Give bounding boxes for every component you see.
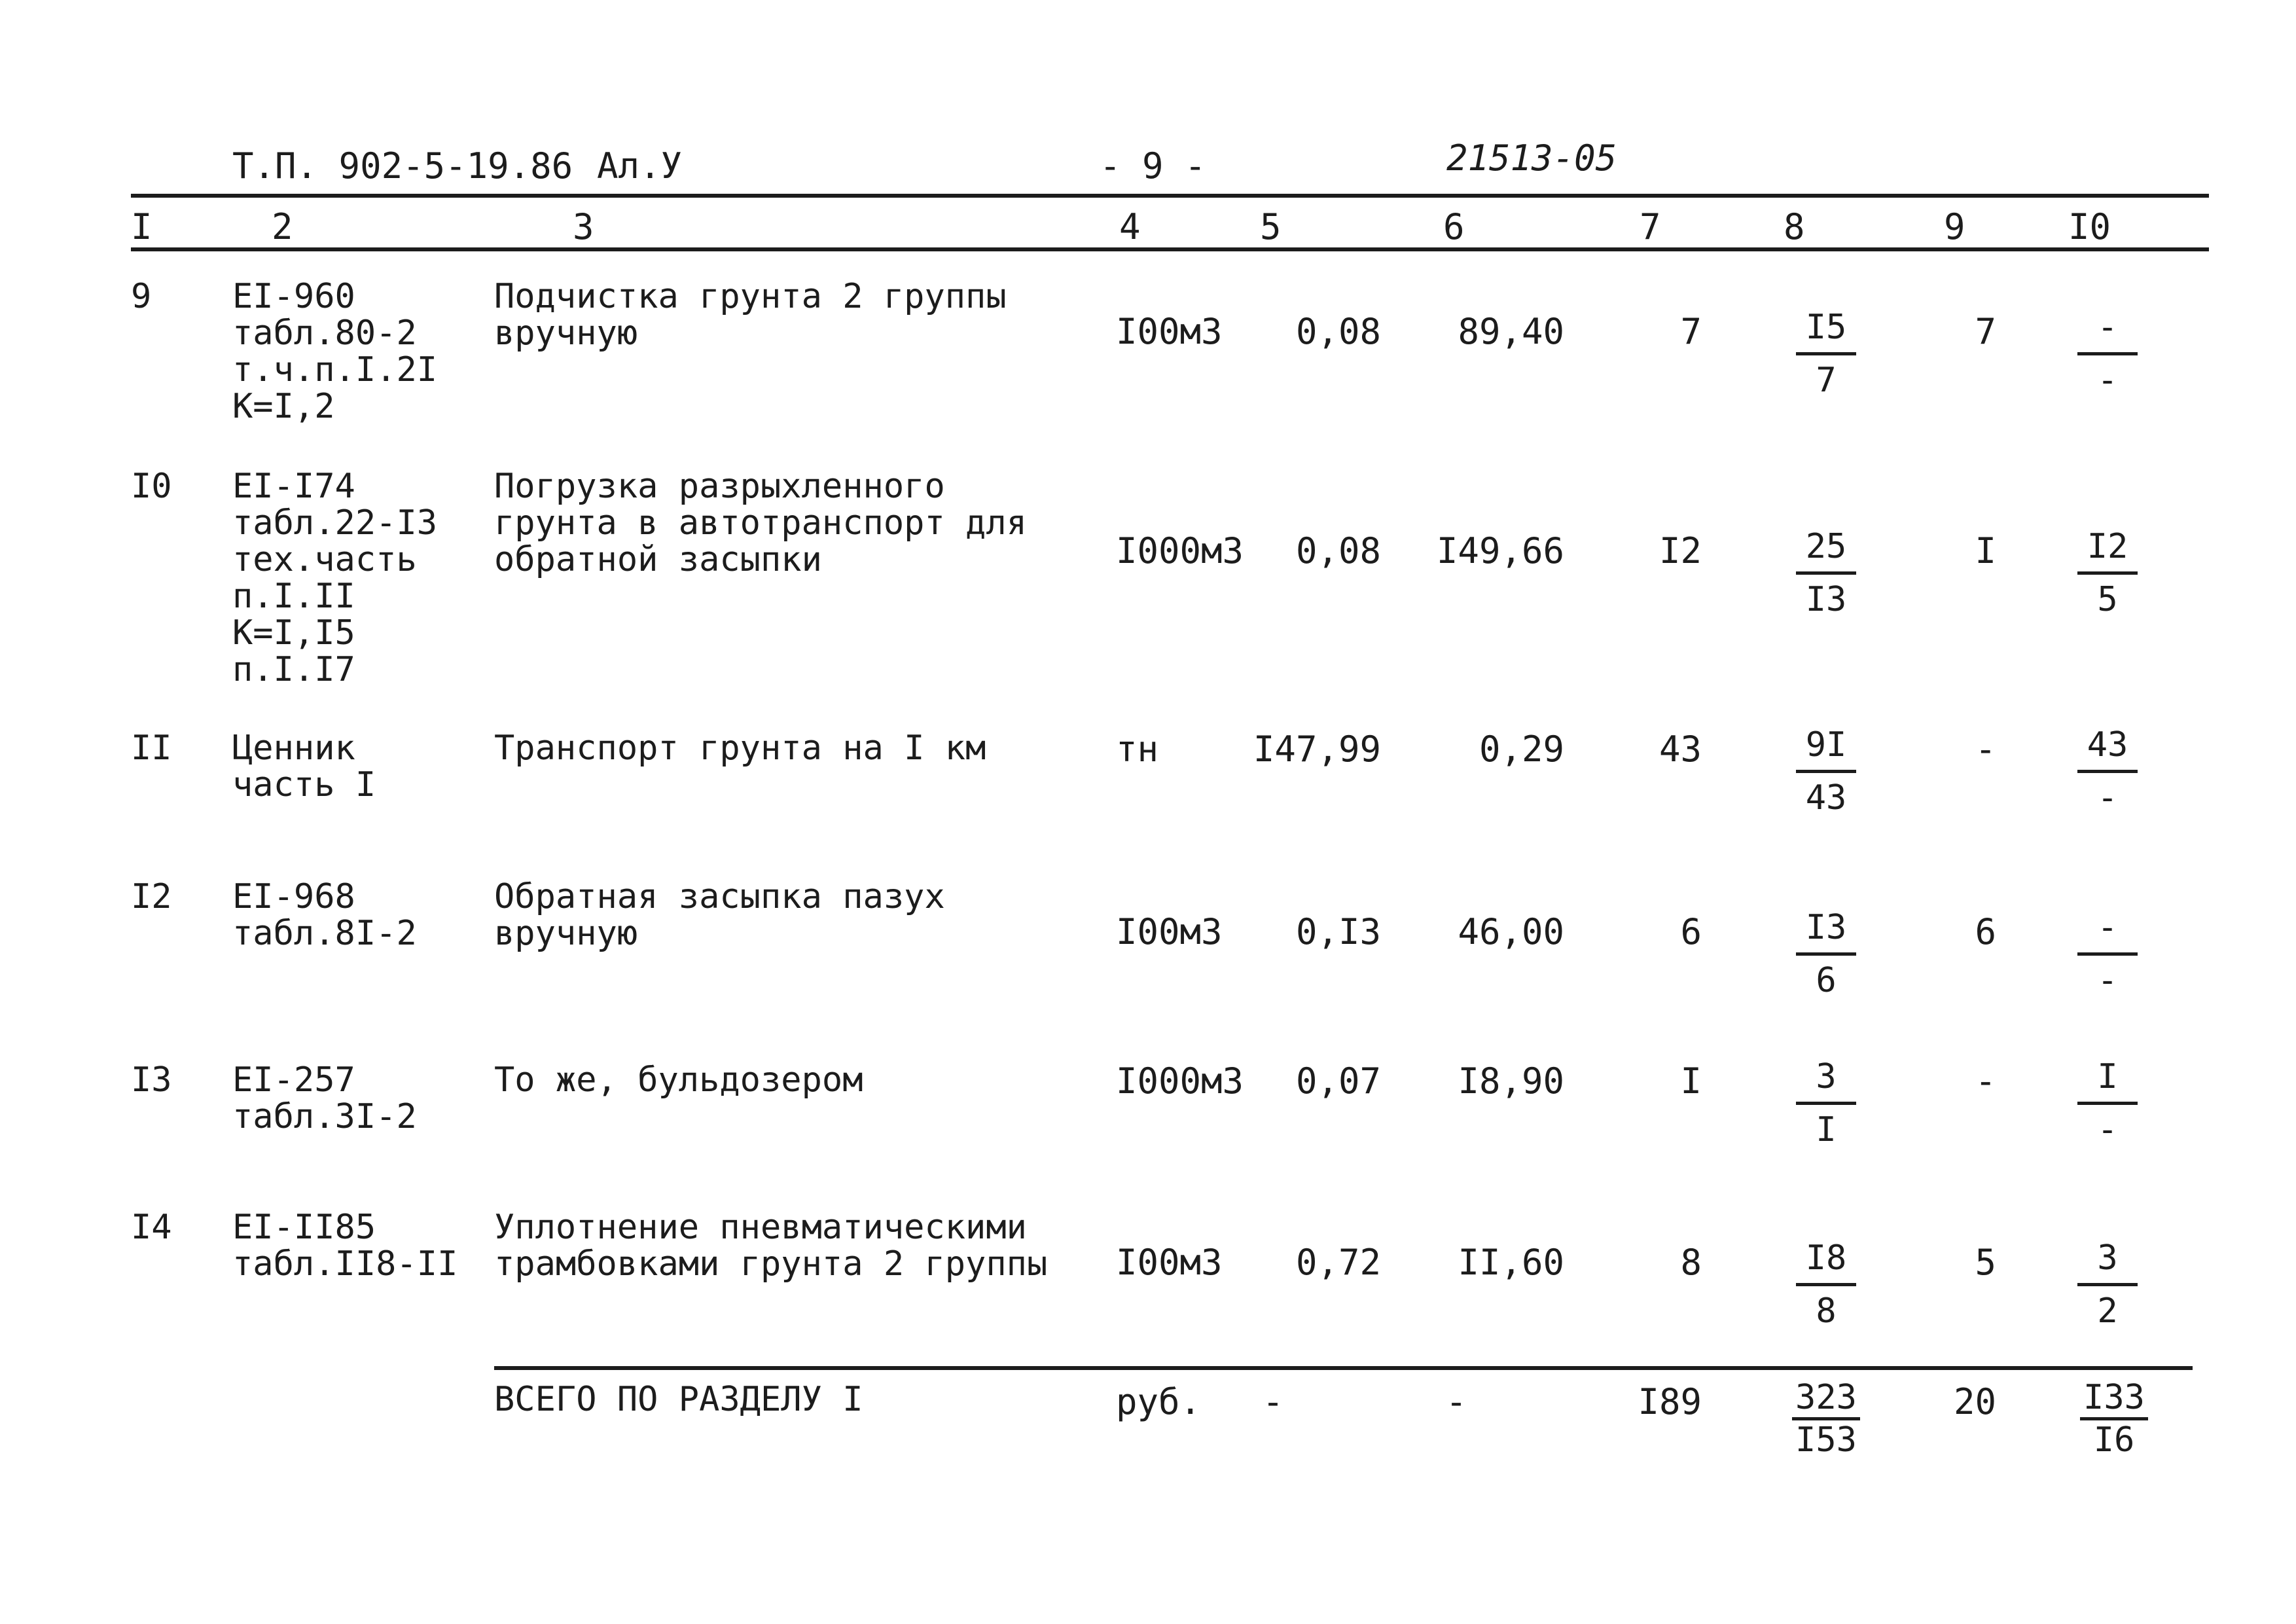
column-number: I0 xyxy=(2068,206,2111,247)
column-number: 5 xyxy=(1260,206,1282,247)
unit-price: I49,66 xyxy=(1436,530,1564,571)
fraction-numerator: I8 xyxy=(1805,1238,1847,1278)
column-10-fraction xyxy=(2068,1238,2147,1331)
fraction-denominator: 6 xyxy=(1816,961,1837,1000)
total-label: ВСЕГО ПО РАЗДЕЛУ I xyxy=(494,1380,863,1419)
fraction-numerator: 3 xyxy=(2097,1238,2118,1278)
norm-code: EI-257 табл.3I-2 xyxy=(232,1060,417,1136)
quantity: 0,08 xyxy=(1295,311,1381,352)
column-number: 8 xyxy=(1784,206,1805,247)
fraction-numerator: I xyxy=(2097,1057,2118,1096)
norm-code: Ценник часть I xyxy=(232,729,376,804)
quantity: 0,72 xyxy=(1295,1242,1381,1283)
total-price: - xyxy=(1445,1381,1467,1422)
row-number: II xyxy=(131,729,172,768)
fraction-numerator: I5 xyxy=(1805,308,1847,347)
column-9-value: - xyxy=(1975,1060,1996,1102)
fraction-numerator: 3 xyxy=(1816,1057,1837,1096)
header-rule-top xyxy=(131,194,2209,198)
fraction-numerator: I2 xyxy=(2087,527,2128,566)
quantity: 0,08 xyxy=(1295,530,1381,571)
column-10-fraction xyxy=(2068,908,2147,1000)
norm-code: EI-960 табл.80-2 т.ч.п.I.2I К=I,2 xyxy=(232,277,438,426)
total-column-8-fraction xyxy=(1774,1378,1878,1460)
column-7-value: 6 xyxy=(1680,911,1702,952)
norm-code: EI-II85 табл.II8-II xyxy=(232,1208,458,1284)
work-description: Погрузка разрыхленного грунта в автотранспорт для обратной засыпки xyxy=(494,467,1027,579)
column-7-value: 43 xyxy=(1659,729,1702,770)
column-8-fraction xyxy=(1787,1238,1865,1331)
fraction-numerator: - xyxy=(2097,308,2118,347)
album-number: Ал.У xyxy=(597,145,683,187)
unit: I00м3 xyxy=(1116,311,1223,352)
total-unit: руб. xyxy=(1116,1381,1202,1422)
quantity: I47,99 xyxy=(1253,729,1381,770)
fraction-denominator: I53 xyxy=(1795,1420,1857,1460)
header-rule-bottom xyxy=(131,247,2209,251)
archive-stamp: 21513-05 xyxy=(1446,137,1617,179)
column-number: 4 xyxy=(1119,206,1141,247)
total-column-7: I89 xyxy=(1638,1381,1702,1422)
fraction-denominator: 5 xyxy=(2097,580,2118,619)
work-description: Транспорт грунта на I км xyxy=(494,729,986,768)
column-number: I xyxy=(131,206,152,247)
fraction-denominator: I6 xyxy=(2093,1420,2135,1460)
column-9-value: I xyxy=(1975,530,1996,571)
column-7-value: 7 xyxy=(1680,311,1702,352)
fraction-numerator: 323 xyxy=(1795,1378,1857,1417)
fraction-numerator: 25 xyxy=(1805,527,1847,566)
column-number: 9 xyxy=(1944,206,1965,247)
unit-price: 89,40 xyxy=(1458,311,1564,352)
column-10-fraction xyxy=(2068,527,2147,619)
column-9-value: 7 xyxy=(1975,311,1996,352)
unit: тн xyxy=(1116,729,1159,770)
column-9-value: 6 xyxy=(1975,911,1996,952)
column-8-fraction xyxy=(1787,527,1865,619)
document-reference: Т.П. 902-5-19.86 xyxy=(232,145,573,187)
unit: I000м3 xyxy=(1116,530,1244,571)
quantity: 0,07 xyxy=(1295,1060,1381,1102)
column-7-value: I xyxy=(1680,1060,1702,1102)
fraction-numerator: I33 xyxy=(2083,1378,2145,1417)
column-number: 6 xyxy=(1443,206,1465,247)
column-number: 3 xyxy=(573,206,594,247)
work-description: То же, бульдозером xyxy=(494,1060,863,1100)
fraction-numerator: I3 xyxy=(1805,908,1847,947)
fraction-denominator: - xyxy=(2097,778,2118,818)
fraction-denominator: I xyxy=(1816,1110,1837,1149)
row-number: 9 xyxy=(131,277,152,316)
unit-price: I8,90 xyxy=(1458,1060,1564,1102)
work-description: Уплотнение пневматическими трамбовками грунта 2 группы xyxy=(494,1208,1048,1284)
column-9-value: - xyxy=(1975,729,1996,770)
fraction-denominator: 8 xyxy=(1816,1291,1837,1331)
quantity: 0,I3 xyxy=(1295,911,1381,952)
unit-price: 0,29 xyxy=(1479,729,1564,770)
total-quantity: - xyxy=(1262,1381,1284,1422)
fraction-denominator: 43 xyxy=(1805,778,1847,818)
column-10-fraction xyxy=(2068,308,2147,400)
unit-price: II,60 xyxy=(1458,1242,1564,1283)
column-8-fraction xyxy=(1787,308,1865,400)
column-8-fraction xyxy=(1787,725,1865,818)
column-8-fraction xyxy=(1787,908,1865,1000)
row-number: I3 xyxy=(131,1060,172,1100)
fraction-denominator: I3 xyxy=(1805,580,1847,619)
fraction-numerator: 9I xyxy=(1805,725,1847,765)
column-7-value: 8 xyxy=(1680,1242,1702,1283)
fraction-numerator: 43 xyxy=(2087,725,2128,765)
total-column-9: 20 xyxy=(1953,1381,1996,1422)
fraction-numerator: - xyxy=(2097,908,2118,947)
column-number: 7 xyxy=(1640,206,1661,247)
column-number: 2 xyxy=(272,206,293,247)
unit-price: 46,00 xyxy=(1458,911,1564,952)
page-number: - 9 - xyxy=(1100,145,1206,187)
norm-code: EI-968 табл.8I-2 xyxy=(232,877,417,953)
fraction-denominator: 7 xyxy=(1816,361,1837,400)
row-number: I2 xyxy=(131,877,172,916)
work-description: Обратная засыпка пазух вручную xyxy=(494,877,945,953)
unit: I000м3 xyxy=(1116,1060,1244,1102)
fraction-denominator: - xyxy=(2097,361,2118,400)
column-7-value: I2 xyxy=(1659,530,1702,571)
column-10-fraction xyxy=(2068,725,2147,818)
row-number: I0 xyxy=(131,467,172,506)
column-8-fraction xyxy=(1787,1057,1865,1149)
row-number: I4 xyxy=(131,1208,172,1247)
fraction-denominator: 2 xyxy=(2097,1291,2118,1331)
total-separator-rule xyxy=(494,1366,2193,1370)
column-9-value: 5 xyxy=(1975,1242,1996,1283)
fraction-denominator: - xyxy=(2097,961,2118,1000)
total-column-10-fraction xyxy=(2062,1378,2166,1460)
column-10-fraction xyxy=(2068,1057,2147,1149)
unit: I00м3 xyxy=(1116,911,1223,952)
norm-code: EI-I74 табл.22-I3 тех.часть п.I.II К=I,I5 п.I.I7 xyxy=(232,467,438,689)
fraction-denominator: - xyxy=(2097,1110,2118,1149)
work-description: Подчистка грунта 2 группы вручную xyxy=(494,277,1007,353)
unit: I00м3 xyxy=(1116,1242,1223,1283)
